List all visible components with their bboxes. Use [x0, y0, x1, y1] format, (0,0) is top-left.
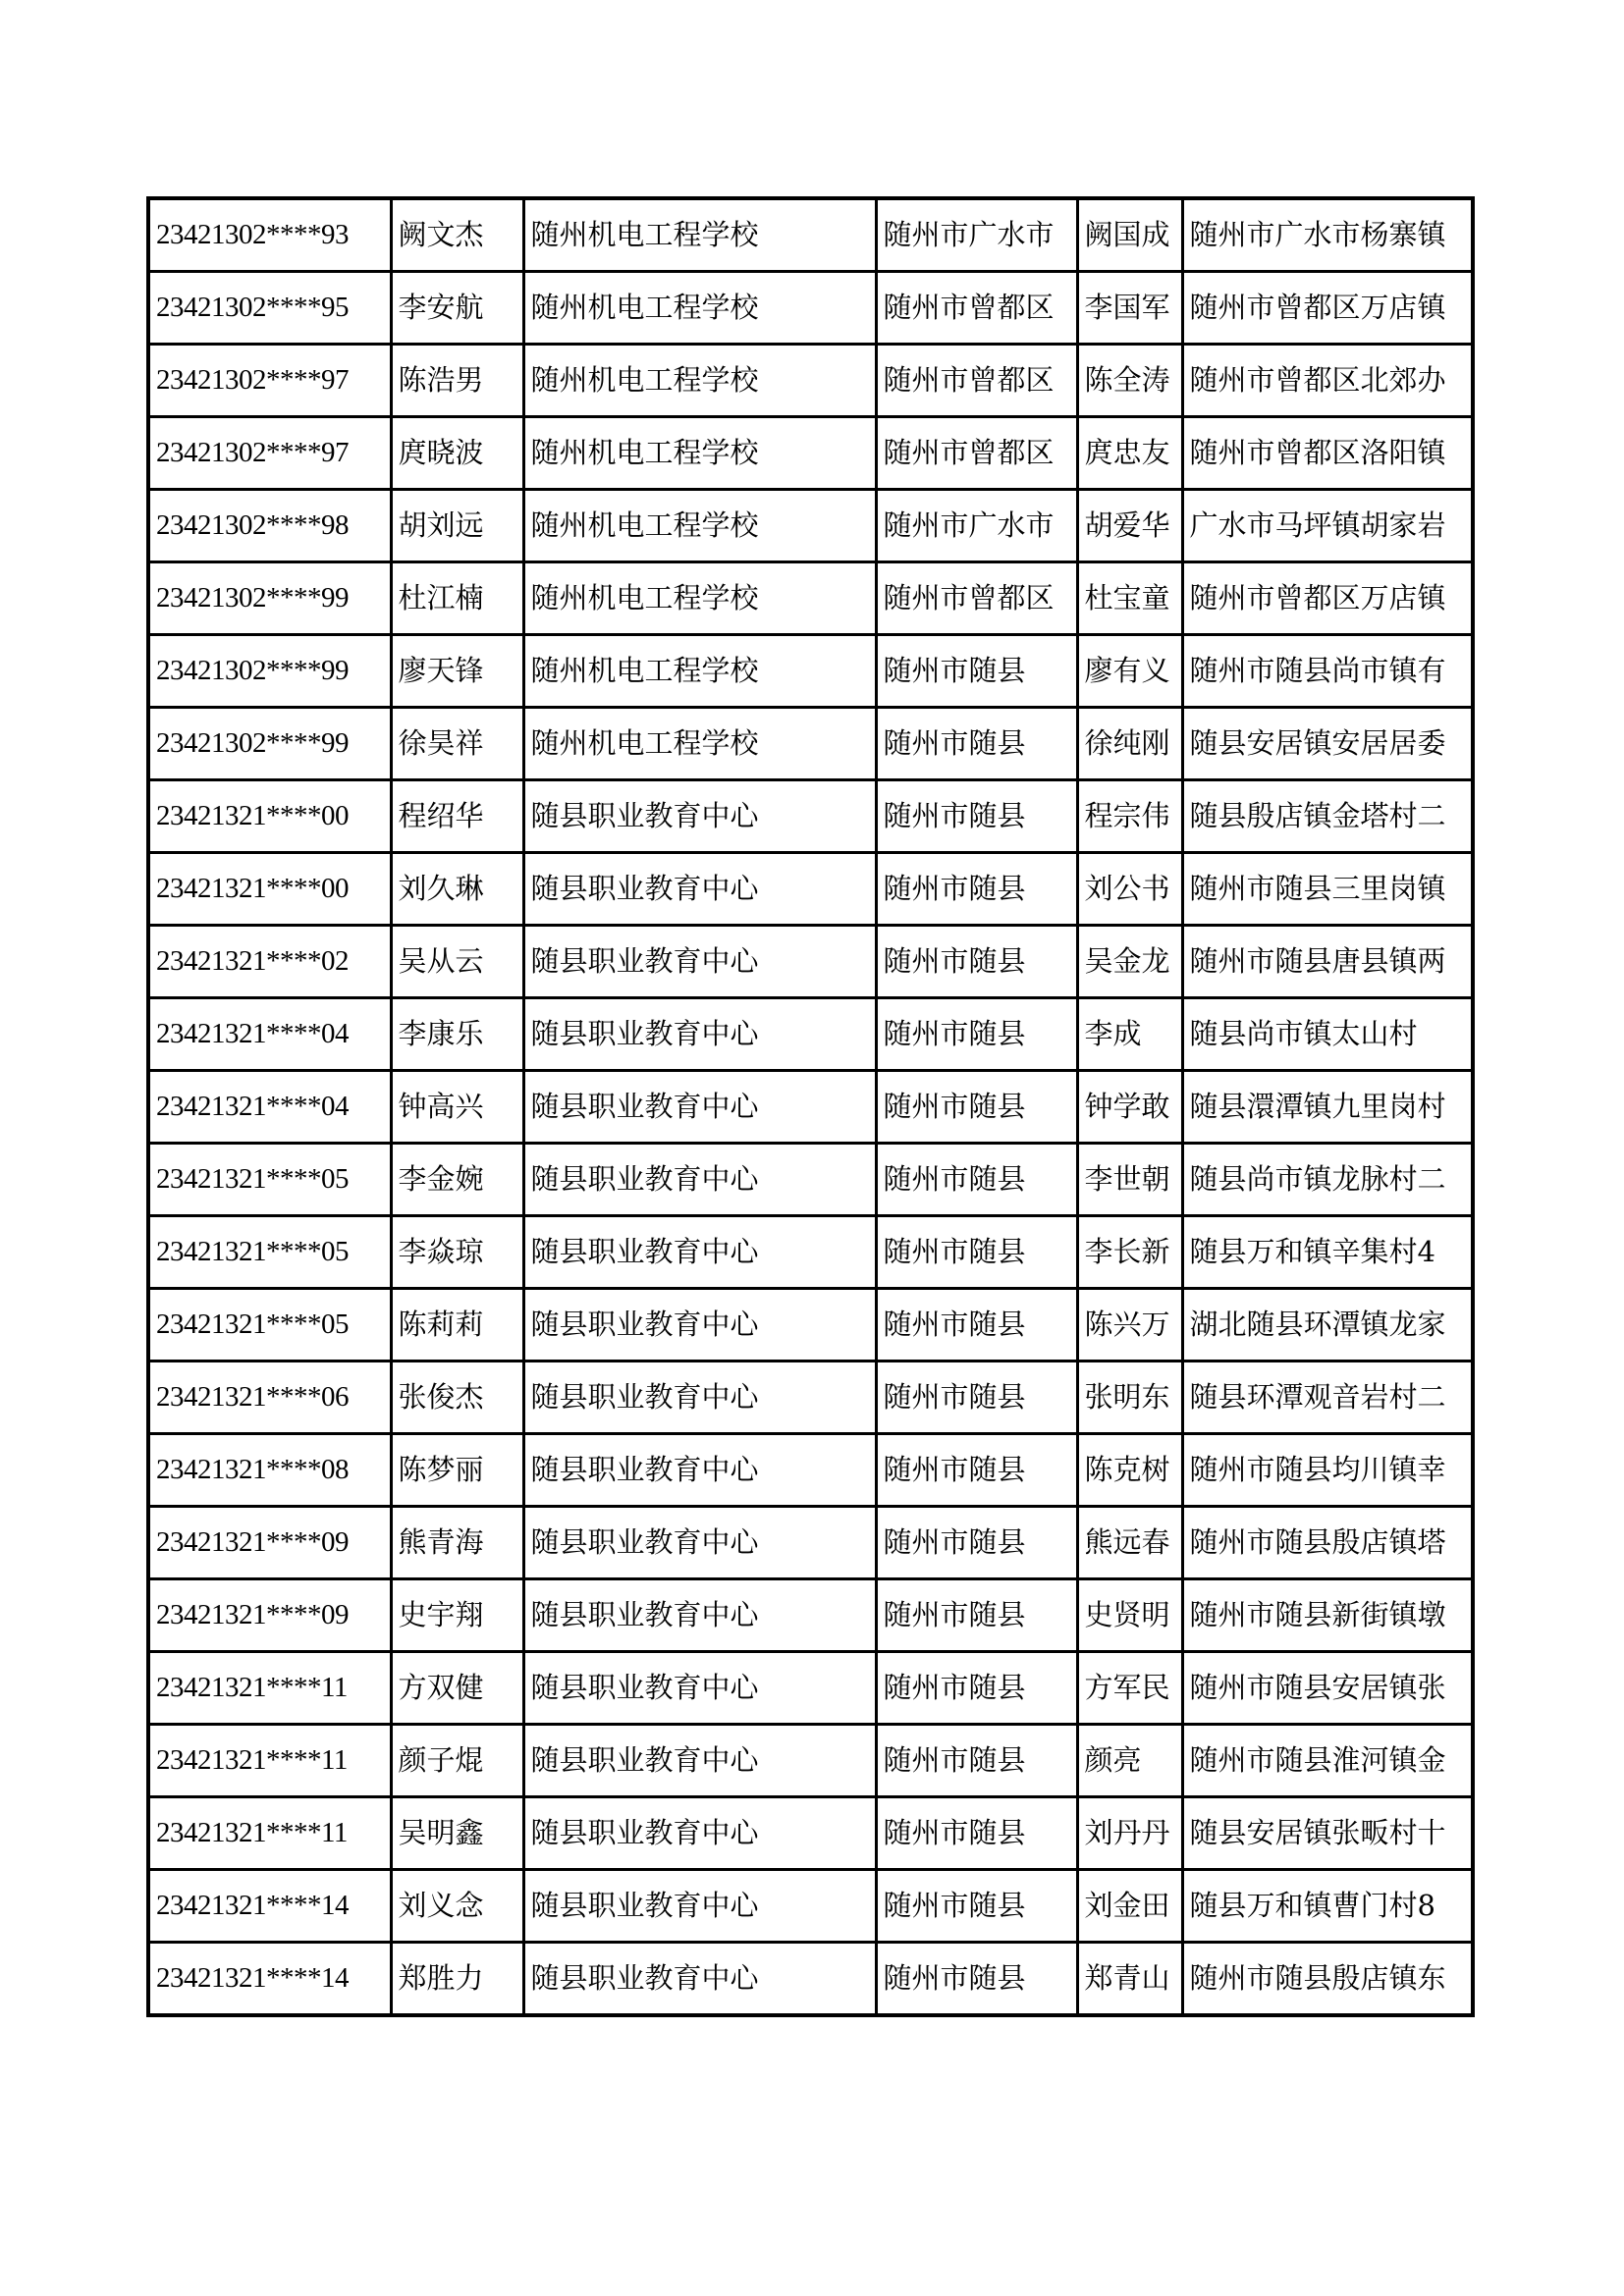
- address-cell: 随州市曾都区洛阳镇: [1182, 417, 1473, 490]
- guardian-name-cell: 李成: [1077, 998, 1182, 1071]
- address-cell: 随州市随县安居镇张: [1182, 1652, 1473, 1725]
- student-name-cell: 刘义念: [391, 1870, 523, 1943]
- school-cell: 随县职业教育中心: [523, 853, 876, 926]
- school-cell: 随州机电工程学校: [523, 708, 876, 780]
- guardian-name-cell: 阙国成: [1077, 198, 1182, 272]
- guardian-name-cell: 陈全涛: [1077, 345, 1182, 417]
- guardian-name-cell: 郑青山: [1077, 1943, 1182, 2016]
- address-cell: 随州市随县尚市镇有: [1182, 635, 1473, 708]
- student-name-cell: 阙文杰: [391, 198, 523, 272]
- student-id-cell: 23421321****11: [148, 1797, 391, 1870]
- table-row: [148, 1870, 1473, 1943]
- student-id-cell: 23421321****11: [148, 1652, 391, 1725]
- guardian-name-cell: 李国军: [1077, 272, 1182, 345]
- region-cell: 随州市随县: [876, 1797, 1077, 1870]
- table-row: [148, 198, 1473, 272]
- guardian-name-cell: 胡爱华: [1077, 490, 1182, 562]
- student-id-cell: 23421302****93: [148, 198, 391, 272]
- region-cell: 随州市随县: [876, 1579, 1077, 1652]
- school-cell: 随县职业教育中心: [523, 1797, 876, 1870]
- address-cell: 随州市随县新街镇墩: [1182, 1579, 1473, 1652]
- guardian-name-cell: 庹忠友: [1077, 417, 1182, 490]
- school-cell: 随州机电工程学校: [523, 272, 876, 345]
- school-cell: 随县职业教育中心: [523, 1652, 876, 1725]
- school-cell: 随州机电工程学校: [523, 490, 876, 562]
- student-id-cell: 23421321****11: [148, 1725, 391, 1797]
- school-cell: 随县职业教育中心: [523, 1434, 876, 1507]
- guardian-name-cell: 刘公书: [1077, 853, 1182, 926]
- region-cell: 随州市随县: [876, 1870, 1077, 1943]
- address-cell: 随州市随县淮河镇金: [1182, 1725, 1473, 1797]
- student-id-cell: 23421321****14: [148, 1943, 391, 2016]
- school-cell: 随县职业教育中心: [523, 1289, 876, 1362]
- school-cell: 随县职业教育中心: [523, 1144, 876, 1216]
- address-cell: 随州市曾都区万店镇: [1182, 272, 1473, 345]
- region-cell: 随州市曾都区: [876, 562, 1077, 635]
- school-cell: 随县职业教育中心: [523, 1507, 876, 1579]
- region-cell: 随州市随县: [876, 1434, 1077, 1507]
- table-row: [148, 1362, 1473, 1434]
- table-row: [148, 1144, 1473, 1216]
- student-name-cell: 熊青海: [391, 1507, 523, 1579]
- student-name-cell: 李康乐: [391, 998, 523, 1071]
- student-id-cell: 23421302****99: [148, 562, 391, 635]
- guardian-name-cell: 陈兴万: [1077, 1289, 1182, 1362]
- region-cell: 随州市随县: [876, 998, 1077, 1071]
- region-cell: 随州市随县: [876, 1652, 1077, 1725]
- table-row: [148, 272, 1473, 345]
- student-name-cell: 刘久琳: [391, 853, 523, 926]
- student-id-cell: 23421321****04: [148, 998, 391, 1071]
- school-cell: 随州机电工程学校: [523, 417, 876, 490]
- table-row: [148, 1943, 1473, 2016]
- school-cell: 随州机电工程学校: [523, 345, 876, 417]
- region-cell: 随州市随县: [876, 1507, 1077, 1579]
- student-id-cell: 23421321****05: [148, 1144, 391, 1216]
- table-row: [148, 417, 1473, 490]
- school-cell: 随县职业教育中心: [523, 780, 876, 853]
- school-cell: 随州机电工程学校: [523, 562, 876, 635]
- guardian-name-cell: 徐纯刚: [1077, 708, 1182, 780]
- student-name-cell: 陈梦丽: [391, 1434, 523, 1507]
- student-id-cell: 23421302****95: [148, 272, 391, 345]
- school-cell: 随县职业教育中心: [523, 1579, 876, 1652]
- table-row: [148, 853, 1473, 926]
- address-cell: 随州市曾都区万店镇: [1182, 562, 1473, 635]
- student-id-cell: 23421302****99: [148, 708, 391, 780]
- student-name-cell: 李金婉: [391, 1144, 523, 1216]
- region-cell: 随州市广水市: [876, 490, 1077, 562]
- address-cell: 随县安居镇张畈村十: [1182, 1797, 1473, 1870]
- guardian-name-cell: 程宗伟: [1077, 780, 1182, 853]
- table-row: [148, 345, 1473, 417]
- guardian-name-cell: 杜宝童: [1077, 562, 1182, 635]
- region-cell: 随州市随县: [876, 635, 1077, 708]
- student-name-cell: 吴从云: [391, 926, 523, 998]
- table-row: [148, 926, 1473, 998]
- region-cell: 随州市曾都区: [876, 345, 1077, 417]
- table-row: [148, 998, 1473, 1071]
- address-cell: 随县万和镇辛集村4: [1182, 1216, 1473, 1289]
- guardian-name-cell: 吴金龙: [1077, 926, 1182, 998]
- table-row: [148, 490, 1473, 562]
- school-cell: 随州机电工程学校: [523, 198, 876, 272]
- guardian-name-cell: 陈克树: [1077, 1434, 1182, 1507]
- table-row: [148, 708, 1473, 780]
- region-cell: 随州市曾都区: [876, 417, 1077, 490]
- student-name-cell: 方双健: [391, 1652, 523, 1725]
- address-cell: 随县环潭观音岩村二: [1182, 1362, 1473, 1434]
- school-cell: 随县职业教育中心: [523, 926, 876, 998]
- student-id-cell: 23421321****05: [148, 1216, 391, 1289]
- table-row: [148, 1434, 1473, 1507]
- region-cell: 随州市随县: [876, 1725, 1077, 1797]
- table-row: [148, 1579, 1473, 1652]
- roster-table: [146, 196, 1475, 2017]
- address-cell: 随县尚市镇龙脉村二: [1182, 1144, 1473, 1216]
- student-name-cell: 陈浩男: [391, 345, 523, 417]
- region-cell: 随州市随县: [876, 1144, 1077, 1216]
- student-id-cell: 23421321****09: [148, 1507, 391, 1579]
- table-row: [148, 1507, 1473, 1579]
- student-id-cell: 23421321****06: [148, 1362, 391, 1434]
- table-row: [148, 1652, 1473, 1725]
- region-cell: 随州市随县: [876, 1362, 1077, 1434]
- guardian-name-cell: 李长新: [1077, 1216, 1182, 1289]
- guardian-name-cell: 刘金田: [1077, 1870, 1182, 1943]
- guardian-name-cell: 刘丹丹: [1077, 1797, 1182, 1870]
- student-id-cell: 23421302****97: [148, 417, 391, 490]
- address-cell: 随州市随县均川镇幸: [1182, 1434, 1473, 1507]
- address-cell: 随州市广水市杨寨镇: [1182, 198, 1473, 272]
- region-cell: 随州市随县: [876, 1289, 1077, 1362]
- school-cell: 随州机电工程学校: [523, 635, 876, 708]
- table-row: [148, 562, 1473, 635]
- school-cell: 随县职业教育中心: [523, 1216, 876, 1289]
- table-row: [148, 1289, 1473, 1362]
- address-cell: 湖北随县环潭镇龙家: [1182, 1289, 1473, 1362]
- guardian-name-cell: 廖有义: [1077, 635, 1182, 708]
- address-cell: 随州市随县殷店镇东: [1182, 1943, 1473, 2016]
- student-id-cell: 23421321****00: [148, 780, 391, 853]
- student-id-cell: 23421321****09: [148, 1579, 391, 1652]
- student-id-cell: 23421321****04: [148, 1071, 391, 1144]
- student-name-cell: 颜子焜: [391, 1725, 523, 1797]
- address-cell: 随州市随县三里岗镇: [1182, 853, 1473, 926]
- region-cell: 随州市随县: [876, 1071, 1077, 1144]
- student-name-cell: 史宇翔: [391, 1579, 523, 1652]
- student-name-cell: 杜江楠: [391, 562, 523, 635]
- table-row: [148, 1725, 1473, 1797]
- table-row: [148, 1071, 1473, 1144]
- region-cell: 随州市广水市: [876, 198, 1077, 272]
- region-cell: 随州市曾都区: [876, 272, 1077, 345]
- table-row: [148, 635, 1473, 708]
- school-cell: 随县职业教育中心: [523, 1725, 876, 1797]
- guardian-name-cell: 李世朝: [1077, 1144, 1182, 1216]
- student-name-cell: 陈莉莉: [391, 1289, 523, 1362]
- region-cell: 随州市随县: [876, 780, 1077, 853]
- region-cell: 随州市随县: [876, 1216, 1077, 1289]
- address-cell: 随州市曾都区北郊办: [1182, 345, 1473, 417]
- guardian-name-cell: 张明东: [1077, 1362, 1182, 1434]
- student-name-cell: 钟高兴: [391, 1071, 523, 1144]
- address-cell: 随县澴潭镇九里岗村: [1182, 1071, 1473, 1144]
- student-name-cell: 胡刘远: [391, 490, 523, 562]
- region-cell: 随州市随县: [876, 708, 1077, 780]
- address-cell: 随州市随县唐县镇两: [1182, 926, 1473, 998]
- roster-table-body: [148, 198, 1473, 2015]
- address-cell: 随县殷店镇金塔村二: [1182, 780, 1473, 853]
- student-name-cell: 郑胜力: [391, 1943, 523, 2016]
- student-name-cell: 徐昊祥: [391, 708, 523, 780]
- guardian-name-cell: 熊远春: [1077, 1507, 1182, 1579]
- school-cell: 随县职业教育中心: [523, 1362, 876, 1434]
- region-cell: 随州市随县: [876, 926, 1077, 998]
- region-cell: 随州市随县: [876, 853, 1077, 926]
- student-name-cell: 李焱琼: [391, 1216, 523, 1289]
- guardian-name-cell: 钟学敢: [1077, 1071, 1182, 1144]
- student-name-cell: 廖天锋: [391, 635, 523, 708]
- student-name-cell: 程绍华: [391, 780, 523, 853]
- table-row: [148, 1216, 1473, 1289]
- student-id-cell: 23421321****05: [148, 1289, 391, 1362]
- student-name-cell: 李安航: [391, 272, 523, 345]
- student-name-cell: 张俊杰: [391, 1362, 523, 1434]
- address-cell: 广水市马坪镇胡家岩: [1182, 490, 1473, 562]
- school-cell: 随县职业教育中心: [523, 1870, 876, 1943]
- school-cell: 随县职业教育中心: [523, 1071, 876, 1144]
- student-id-cell: 23421321****02: [148, 926, 391, 998]
- student-id-cell: 23421302****97: [148, 345, 391, 417]
- student-id-cell: 23421302****99: [148, 635, 391, 708]
- student-name-cell: 吴明鑫: [391, 1797, 523, 1870]
- guardian-name-cell: 史贤明: [1077, 1579, 1182, 1652]
- student-id-cell: 23421321****00: [148, 853, 391, 926]
- student-id-cell: 23421321****08: [148, 1434, 391, 1507]
- region-cell: 随州市随县: [876, 1943, 1077, 2016]
- address-cell: 随县万和镇曹门村8: [1182, 1870, 1473, 1943]
- address-cell: 随县安居镇安居居委: [1182, 708, 1473, 780]
- student-id-cell: 23421302****98: [148, 490, 391, 562]
- guardian-name-cell: 颜亮: [1077, 1725, 1182, 1797]
- student-name-cell: 庹晓波: [391, 417, 523, 490]
- guardian-name-cell: 方军民: [1077, 1652, 1182, 1725]
- address-cell: 随县尚市镇太山村: [1182, 998, 1473, 1071]
- address-cell: 随州市随县殷店镇塔: [1182, 1507, 1473, 1579]
- school-cell: 随县职业教育中心: [523, 998, 876, 1071]
- school-cell: 随县职业教育中心: [523, 1943, 876, 2016]
- student-id-cell: 23421321****14: [148, 1870, 391, 1943]
- table-row: [148, 1797, 1473, 1870]
- table-row: [148, 780, 1473, 853]
